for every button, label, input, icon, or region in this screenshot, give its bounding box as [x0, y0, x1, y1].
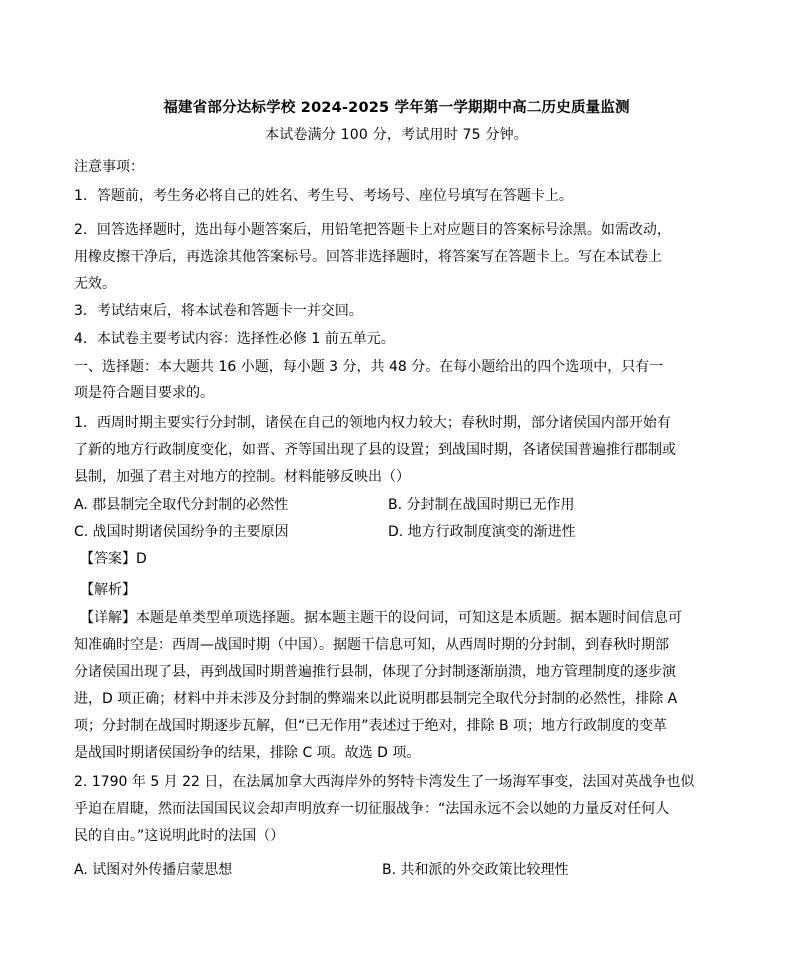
notice-item-2-line-2: 用橡皮擦干净后，再选涂其他答案标号。回答非选择题时，将答案写在答题卡上。写在本试卷上 [74, 249, 662, 265]
notice-item-1: 1．答题前，考生务必将自己的姓名、考生号、考场号、座位号填写在答题卡上。 [74, 188, 573, 204]
q1-option-b: B. 分封制在战国时期已无作用 [388, 497, 575, 513]
q1-analysis-line-5: 项；分封制在战国时期逐步瓦解，但“已无作用”表述过于绝对，排除 B 项；地方行政制度的变革 [74, 718, 668, 734]
q1-analysis-line-2: 知准确时空是：西周—战国时期（中国）。据题干信息可知，从西周时期的分封制，到春秋时期部 [74, 637, 669, 653]
q1-option-a: A. 郡县制完全取代分封制的必然性 [74, 497, 289, 513]
q2-stem-line-3: 民的自由。”这说明此时的法国（） [74, 828, 285, 844]
q2-stem-line-2: 乎迫在眉睫，然而法国国民议会却声明放弃一切征服战争：“法国永远不会以她的力量反对任何人 [74, 801, 670, 817]
document-title: 福建省部分达标学校 2024-2025 学年第一学期期中高二历史质量监测 [163, 100, 630, 116]
q1-analysis-line-6: 是战国时期诸侯国纷争的结果，排除 C 项。故选 D 项。 [74, 745, 421, 761]
q1-analysis-line-4: 进，D 项正确；材料中并未涉及分封制的弊端来以此说明郡县制完全取代分封制的必然性，排除 A [74, 691, 678, 707]
section-heading-line-2: 项是符合题目要求的。 [74, 385, 214, 401]
q1-stem-line-1: 1．西周时期主要实行分封制，诸侯在自己的领地内权力较大；春秋时期，部分诸侯国内部开始有 [74, 415, 671, 431]
q1-option-c: C. 战国时期诸侯国纷争的主要原因 [74, 524, 289, 540]
q1-analysis-line-1: 【详解】本题是单类型单项选择题。据本题主题干的设问词，可知这是本质题。据本题时间信息可 [80, 610, 682, 626]
q2-option-a: A. 试图对外传播启蒙思想 [74, 862, 233, 878]
section-heading-line-1: 一、选择题：本大题共 16 小题，每小题 3 分，共 48 分。在每小题给出的四个选项中，只有一 [74, 359, 664, 375]
q1-stem-line-2: 了新的地方行政制度变化，如晋、齐等国出现了县的设置；到战国时期，各诸侯国普遍推行郡制或 [74, 442, 676, 458]
q1-answer: 【答案】D [80, 551, 147, 567]
notice-item-2-line-3: 无效。 [74, 276, 116, 292]
q1-option-d: D. 地方行政制度演变的渐进性 [388, 524, 576, 540]
notice-item-2-line-1: 2．回答选择题时，选出每小题答案后，用铅笔把答题卡上对应题目的答案标号涂黑。如需改动， [74, 222, 671, 238]
document-subtitle: 本试卷满分 100 分，考试用时 75 分钟。 [265, 127, 528, 143]
q1-stem-line-3: 县制，加强了君主对地方的控制。材料能够反映出（） [74, 469, 410, 485]
notice-item-4: 4．本试卷主要考试内容：选择性必修 1 前五单元。 [74, 331, 395, 347]
q1-analysis-heading: 【解析】 [80, 582, 136, 598]
notice-heading: 注意事项： [74, 159, 144, 175]
notice-item-3: 3．考试结束后，将本试卷和答题卡一并交回。 [74, 303, 363, 319]
q2-stem-line-1: 2. 1790 年 5 月 22 日，在法属加拿大西海岸外的努特卡湾发生了一场海军事变，法国对英战争也似 [74, 774, 695, 790]
q1-analysis-line-3: 分诸侯国出现了县，再到战国时期普遍推行县制，体现了分封制逐渐崩溃，地方管理制度的逐步演 [74, 664, 676, 680]
q2-option-b: B. 共和派的外交政策比较理性 [382, 862, 569, 878]
